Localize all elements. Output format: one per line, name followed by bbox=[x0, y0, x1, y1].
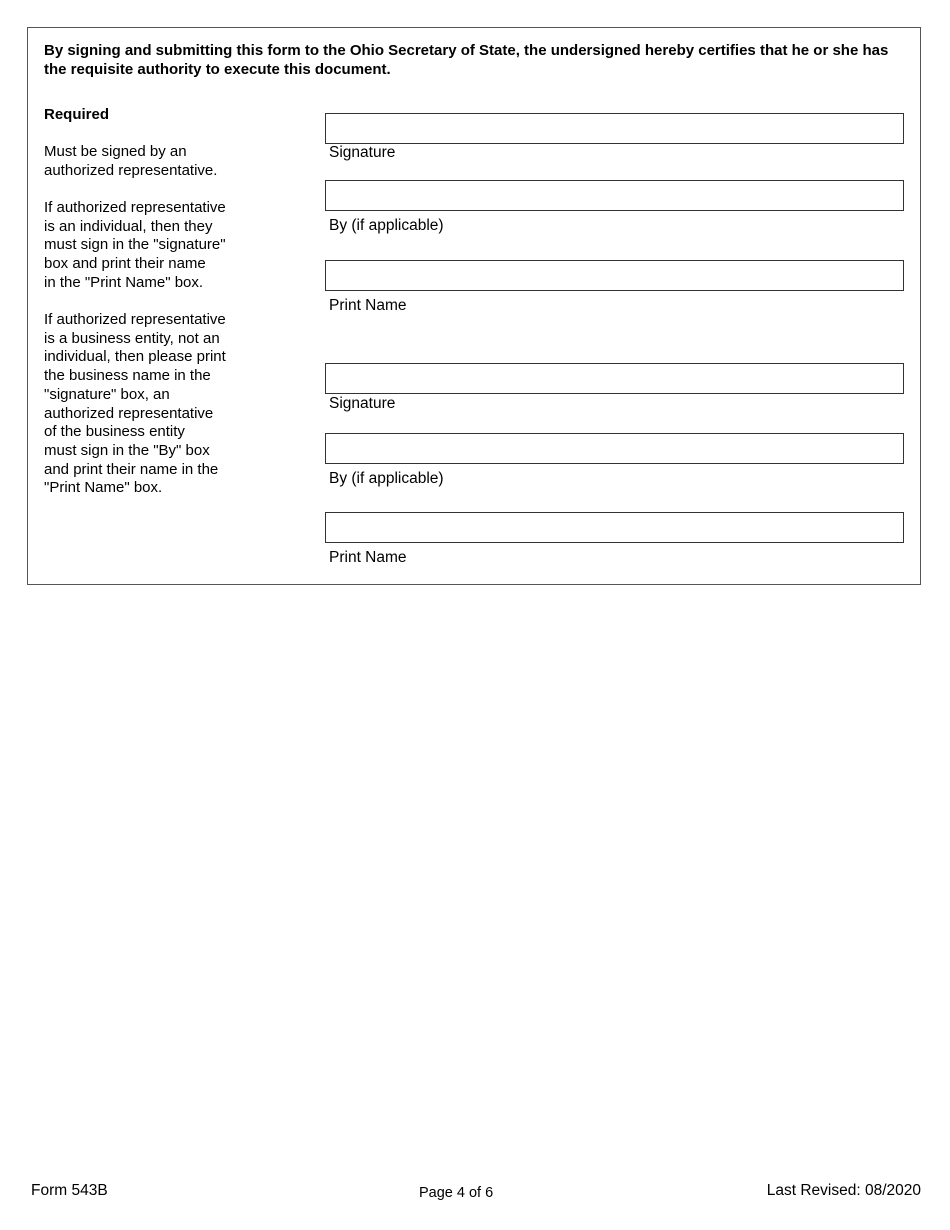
form-number: Form 543B bbox=[31, 1182, 108, 1199]
by-box-2[interactable] bbox=[325, 433, 904, 464]
page-number: Page 4 of 6 bbox=[419, 1185, 494, 1201]
instruction-individual: If authorized representative is an individual, then they must sign in the "signature" box and print their name in the "Print Name" box. bbox=[44, 199, 226, 291]
signature-label-2: Signature bbox=[329, 395, 396, 412]
required-heading: Required bbox=[44, 106, 110, 123]
by-label-2: By (if applicable) bbox=[329, 470, 444, 487]
by-box-1[interactable] bbox=[325, 180, 904, 211]
print-name-label-1: Print Name bbox=[329, 297, 407, 314]
instruction-authorized-rep: Must be signed by an authorized representative. bbox=[44, 143, 218, 179]
print-name-box-1[interactable] bbox=[325, 260, 904, 291]
certification-statement: By signing and submitting this form to the Ohio Secretary of State, the undersigned hereby certifies that he or she has the requisite authority to execute this document. bbox=[44, 42, 889, 78]
last-revised: Last Revised: 08/2020 bbox=[766, 1182, 921, 1199]
signature-section-frame bbox=[27, 27, 921, 585]
signature-box-2[interactable] bbox=[325, 363, 904, 394]
signature-box-1[interactable] bbox=[325, 113, 904, 144]
print-name-box-2[interactable] bbox=[325, 512, 904, 543]
signature-label-1: Signature bbox=[329, 144, 396, 161]
instruction-business-entity: If authorized representative is a business entity, not an individual, then please print the business name in the "signature" box, an authorized representative of the business entity must sign in the "By" box and print their name in the "Print Name" box. bbox=[44, 311, 226, 497]
by-label-1: By (if applicable) bbox=[329, 217, 444, 234]
print-name-label-2: Print Name bbox=[329, 549, 407, 566]
